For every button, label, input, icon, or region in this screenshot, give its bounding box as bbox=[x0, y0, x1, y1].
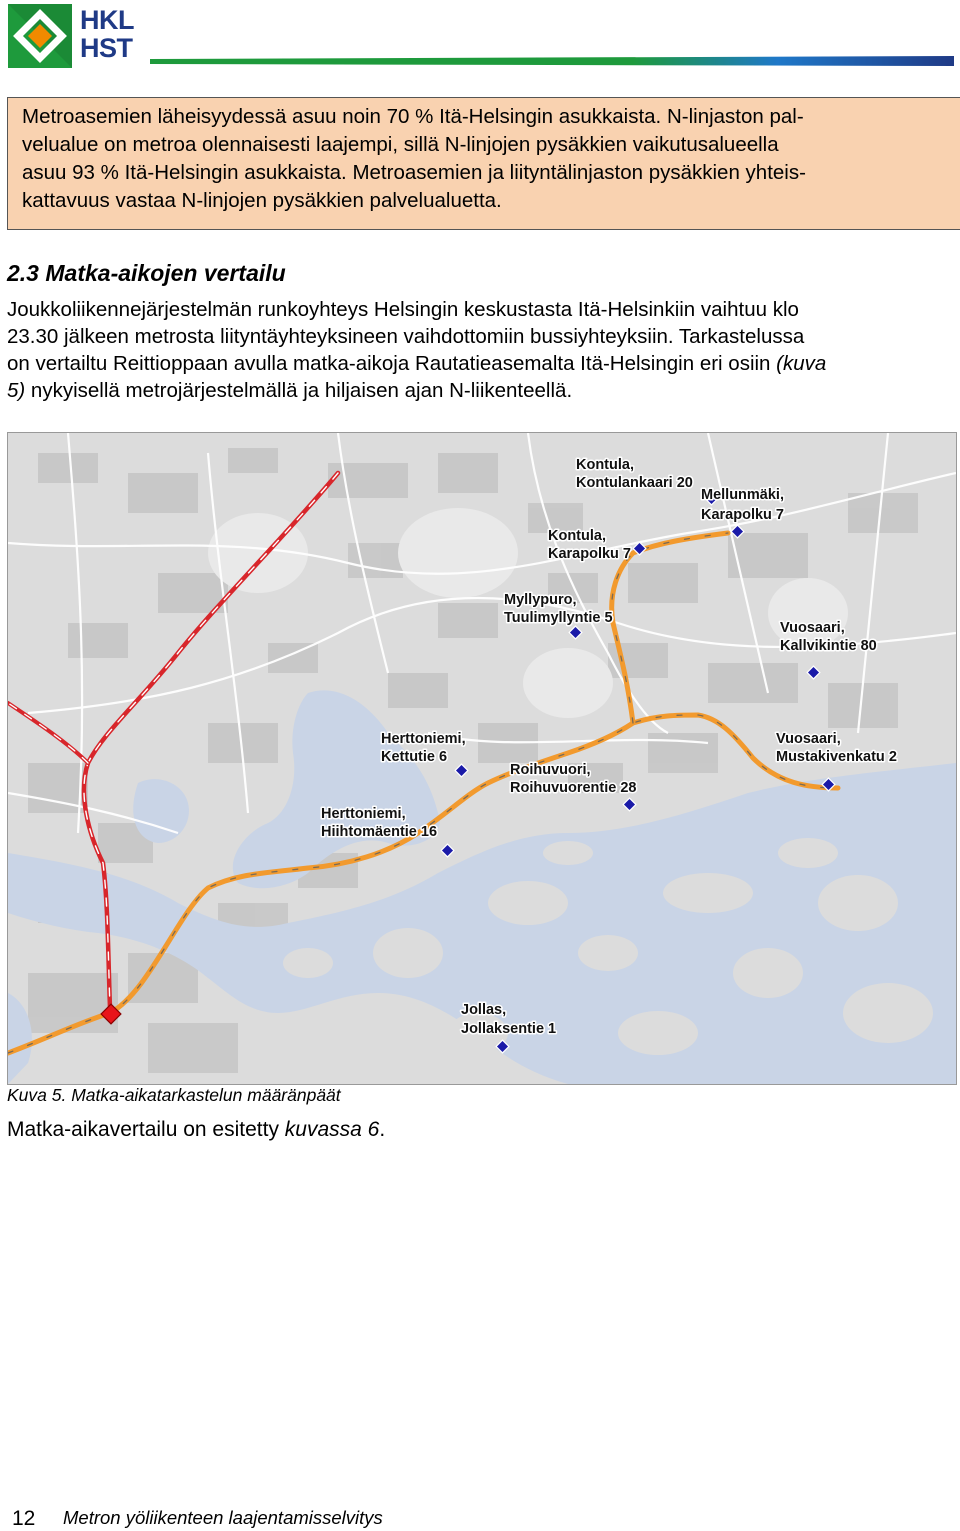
figure-reference: (kuva bbox=[776, 352, 827, 375]
map-label: Mustakivenkatu 2 bbox=[776, 749, 897, 765]
paragraph-line: 23.30 jälkeen metrosta liityntäyhteyksineen vaihdottomiin bussiyhteyksiin. Tarkastelussa bbox=[7, 325, 805, 348]
page-number: 12 bbox=[12, 1507, 36, 1530]
paragraph-line: 5) nykyisellä metrojärjestelmällä ja hiljaisen ajan N-liikenteellä. bbox=[7, 379, 573, 402]
map-label: Roihuvuorentie 28 bbox=[510, 780, 637, 796]
map-label: Kontula, bbox=[576, 457, 634, 473]
summary-box bbox=[7, 97, 960, 230]
footer-title: Metron yöliikenteen laajentamisselvitys bbox=[63, 1507, 383, 1528]
header-rule bbox=[150, 56, 954, 66]
map-label: Kontulankaari 20 bbox=[576, 475, 693, 491]
paragraph-line: on vertailtu Reittioppaan avulla matka-aikoja Rautatieasemalta Itä-Helsingin eri osiin (kuva bbox=[7, 352, 827, 375]
map-label: Myllypuro, bbox=[504, 592, 577, 608]
section-number: 2.3 bbox=[7, 260, 39, 286]
map-label: Tuulimyllyntie 5 bbox=[504, 610, 613, 626]
destinations-map bbox=[7, 432, 957, 1085]
map-label: Hiihtomäentie 16 bbox=[321, 824, 438, 840]
map-label: Roihuvuori, bbox=[510, 762, 591, 778]
logo-emblem-icon bbox=[8, 4, 72, 68]
paragraph-line: Joukkoliikennejärjestelmän runkoyhteys Helsingin keskustasta Itä-Helsinkiin vaihtuu klo bbox=[7, 298, 799, 321]
figure-reference: 5) bbox=[7, 379, 26, 402]
map-label: Herttoniemi, bbox=[381, 731, 466, 747]
section-title: Matka-aikojen vertailu bbox=[45, 260, 286, 286]
summary-line: asuu 93 % Itä-Helsingin asukkaista. Metroasemien ja liityntälinjaston pysäkkien yhteis- bbox=[22, 161, 806, 184]
map-label: Kontula, bbox=[548, 528, 606, 544]
figure-reference: kuvassa 6 bbox=[284, 1118, 380, 1141]
summary-line: kattavuus vastaa N-linjojen pysäkkien palvelualuetta. bbox=[22, 189, 502, 212]
map-label: Vuosaari, bbox=[780, 620, 845, 636]
map-canvas bbox=[8, 433, 956, 1084]
summary-line: Metroasemien läheisyydessä asuu noin 70 % Itä-Helsingin asukkaista. N-linjaston pal- bbox=[22, 105, 804, 128]
summary-line: velualue on metroa olennaisesti laajempi, sillä N-linjojen pysäkkien vaikutusalueella bbox=[22, 133, 779, 156]
map-label: Mellunmäki, bbox=[701, 487, 784, 503]
map-label: Jollaksentie 1 bbox=[461, 1021, 557, 1037]
map-label: Karapolku 7 bbox=[701, 507, 784, 523]
section-paragraph bbox=[7, 296, 957, 404]
hkl-hst-logo bbox=[8, 4, 148, 68]
map-label: Kallvikintie 80 bbox=[780, 638, 877, 654]
logo-text: HKL HST bbox=[80, 5, 134, 63]
map-label: Kettutie 6 bbox=[381, 749, 448, 765]
map-label: Vuosaari, bbox=[776, 731, 841, 747]
body-sentence: Matka-aikavertailu on esitetty kuvassa 6. bbox=[7, 1118, 386, 1141]
figure-caption: Kuva 5. Matka-aikatarkastelun määränpäät bbox=[7, 1085, 341, 1105]
map-label: Herttoniemi, bbox=[321, 806, 406, 822]
map-label: Jollas, bbox=[461, 1002, 507, 1018]
section-heading bbox=[7, 258, 286, 288]
map-label: Karapolku 7 bbox=[548, 546, 631, 562]
